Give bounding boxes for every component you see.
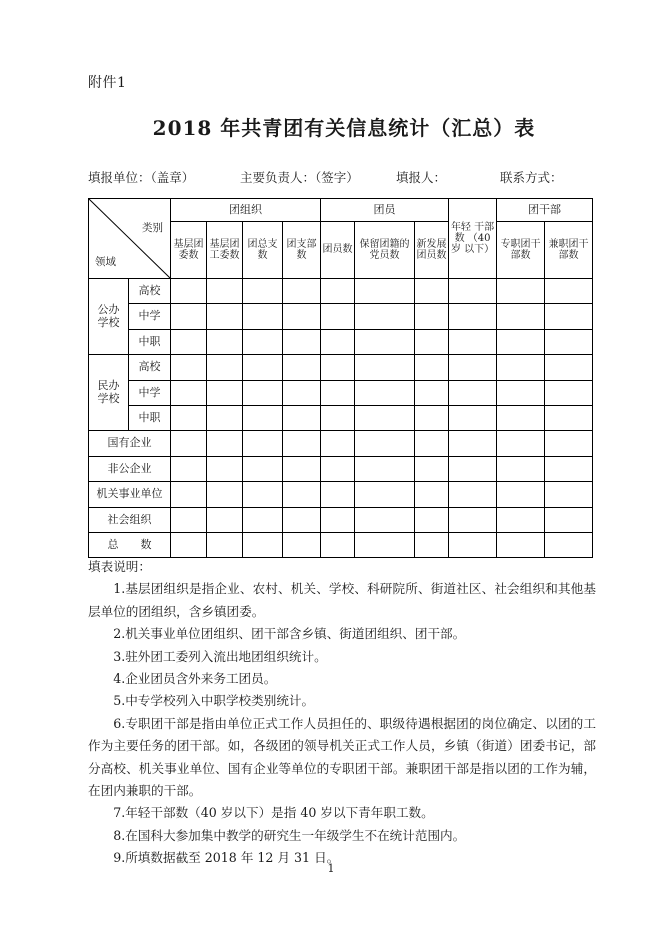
cell-blank[interactable] [415, 329, 449, 354]
group-header-organization: 团组织 [171, 199, 321, 222]
cell-blank[interactable] [497, 304, 545, 329]
note-item-9: 9.所填数据截至 2018 年 12 月 31 日。 [113, 850, 340, 866]
cell-blank[interactable] [545, 355, 593, 380]
cell-blank[interactable] [321, 304, 355, 329]
note-item-7: 7.年轻干部数（40 岁以下）是指 40 岁以下青年职工数。 [113, 805, 434, 821]
cell-blank[interactable] [243, 507, 283, 532]
attachment-label: 附件1 [88, 75, 127, 91]
cell-blank[interactable] [207, 279, 243, 304]
cell-blank[interactable] [243, 355, 283, 380]
cell-blank[interactable] [283, 380, 321, 405]
cell-blank[interactable] [415, 355, 449, 380]
meta-line [88, 168, 594, 186]
cell-blank[interactable] [207, 304, 243, 329]
table-row-total [89, 532, 593, 557]
cell-blank[interactable] [545, 507, 593, 532]
young-cadre-line-2: 干部数 [454, 221, 495, 244]
cell-blank[interactable] [545, 431, 593, 456]
cell-blank[interactable] [283, 279, 321, 304]
cell-blank[interactable] [545, 380, 593, 405]
table-row [89, 329, 593, 354]
cell-blank[interactable] [283, 405, 321, 430]
cell-blank[interactable] [545, 405, 593, 430]
cell-blank[interactable] [415, 279, 449, 304]
table-row [89, 380, 593, 405]
cell-blank[interactable] [449, 279, 497, 304]
cell-blank[interactable] [415, 304, 449, 329]
cell-blank[interactable] [497, 431, 545, 456]
cell-blank[interactable] [243, 329, 283, 354]
column-header-new-members: 新发展团员数 [415, 222, 449, 279]
note-item-4: 4.企业团员含外来务工团员。 [113, 671, 277, 687]
cell-blank[interactable] [171, 431, 207, 456]
table-header-row-groups [89, 199, 593, 222]
column-header-grassroots-committees: 基层团委数 [171, 222, 207, 279]
column-header-retained-party-members: 保留团籍的党员数 [355, 222, 415, 279]
cell-blank[interactable] [449, 304, 497, 329]
cell-blank[interactable] [497, 279, 545, 304]
column-header-young-cadres [449, 199, 497, 279]
column-header-branches: 团支部数 [283, 222, 321, 279]
note-item-8: 8.在国科大参加集中教学的研究生一年级学生不在统计范围内。 [113, 827, 466, 843]
cell-blank[interactable] [449, 355, 497, 380]
group-label-line-1: 公办 [97, 303, 120, 317]
row-label-public-university: 高校 [129, 279, 171, 304]
cell-blank[interactable] [415, 532, 449, 557]
table-row [89, 431, 593, 456]
cell-blank[interactable] [355, 304, 415, 329]
cell-blank[interactable] [497, 507, 545, 532]
cell-blank[interactable] [207, 431, 243, 456]
cell-blank[interactable] [545, 482, 593, 507]
cell-blank[interactable] [545, 304, 593, 329]
header-label-field: 领域 [95, 256, 116, 269]
group-label-line-2: 学校 [97, 315, 120, 329]
cell-blank[interactable] [243, 456, 283, 481]
cell-blank[interactable] [171, 329, 207, 354]
meta-reporter: 填报人： [396, 170, 447, 185]
cell-blank[interactable] [207, 355, 243, 380]
column-header-part-time-cadres: 兼职团干部数 [545, 222, 593, 279]
table-row [89, 355, 593, 380]
statistics-table [88, 198, 593, 558]
row-label-public-vocational: 中职 [129, 329, 171, 354]
header-label-category: 类别 [142, 222, 163, 234]
cell-blank[interactable] [171, 380, 207, 405]
cell-blank[interactable] [497, 482, 545, 507]
cell-blank[interactable] [171, 304, 207, 329]
cell-blank[interactable] [283, 507, 321, 532]
row-label-private-university: 高校 [129, 355, 171, 380]
cell-blank[interactable] [321, 380, 355, 405]
row-label-total: 总 数 [89, 532, 171, 557]
column-header-grassroots-work-committees: 基层团工委数 [207, 222, 243, 279]
row-group-public-schools [89, 279, 129, 355]
cell-blank[interactable] [415, 431, 449, 456]
cell-blank[interactable] [449, 456, 497, 481]
cell-blank[interactable] [243, 431, 283, 456]
cell-blank[interactable] [321, 355, 355, 380]
cell-blank[interactable] [449, 431, 497, 456]
row-label-public-middle-school: 中学 [129, 304, 171, 329]
young-cadre-line-1: 年轻 [450, 221, 471, 233]
cell-blank[interactable] [207, 482, 243, 507]
cell-blank[interactable] [355, 329, 415, 354]
cell-blank[interactable] [355, 380, 415, 405]
cell-blank[interactable] [171, 405, 207, 430]
cell-blank[interactable] [545, 532, 593, 557]
cell-blank[interactable] [545, 329, 593, 354]
young-cadre-line-3: （40 岁 [450, 232, 491, 256]
column-header-member-count: 团员数 [321, 222, 355, 279]
cell-blank[interactable] [415, 405, 449, 430]
cell-blank[interactable] [497, 329, 545, 354]
cell-blank[interactable] [415, 456, 449, 481]
row-label-private-vocational: 中职 [129, 405, 171, 430]
row-label-private-middle-school: 中学 [129, 380, 171, 405]
cell-blank[interactable] [207, 532, 243, 557]
cell-blank[interactable] [243, 532, 283, 557]
table-row [89, 279, 593, 304]
group-label-line-1: 民办 [97, 379, 120, 393]
cell-blank[interactable] [207, 329, 243, 354]
column-header-general-branches: 团总支数 [243, 222, 283, 279]
cell-blank[interactable] [171, 482, 207, 507]
cell-blank[interactable] [171, 532, 207, 557]
group-header-cadres: 团干部 [497, 199, 593, 222]
note-item-1: 1.基层团组织是指企业、农村、机关、学校、科研院所、街道社区、社会组织和其他基层单位的团组织，含乡镇团委。 [88, 581, 596, 619]
row-label-social-organizations: 社会组织 [89, 507, 171, 532]
cell-blank[interactable] [497, 380, 545, 405]
cell-blank[interactable] [415, 507, 449, 532]
cell-blank[interactable] [355, 431, 415, 456]
cell-blank[interactable] [207, 456, 243, 481]
cell-blank[interactable] [355, 482, 415, 507]
cell-blank[interactable] [171, 279, 207, 304]
cell-blank[interactable] [283, 431, 321, 456]
table-row [89, 482, 593, 507]
row-label-state-owned-enterprise: 国有企业 [89, 431, 171, 456]
cell-blank[interactable] [283, 456, 321, 481]
cell-blank[interactable] [207, 507, 243, 532]
cell-blank[interactable] [449, 532, 497, 557]
cell-blank[interactable] [355, 355, 415, 380]
table-row [89, 304, 593, 329]
row-group-private-schools [89, 355, 129, 431]
meta-leader: 主要负责人：（签字） [240, 170, 359, 185]
cell-blank[interactable] [243, 279, 283, 304]
group-label-line-2: 学校 [97, 391, 120, 405]
page-number: 1 [327, 862, 335, 875]
cell-blank[interactable] [449, 507, 497, 532]
cell-blank[interactable] [283, 304, 321, 329]
notes-section [88, 556, 596, 870]
column-header-full-time-cadres: 专职团干部数 [497, 222, 545, 279]
table-row [89, 456, 593, 481]
cell-blank[interactable] [449, 482, 497, 507]
cell-blank[interactable] [449, 380, 497, 405]
row-label-government-institutions: 机关事业单位 [89, 482, 171, 507]
young-cadre-line-4: 以下） [464, 244, 495, 256]
cell-blank[interactable] [355, 279, 415, 304]
cell-blank[interactable] [283, 482, 321, 507]
corner-header-cell [89, 199, 171, 279]
row-label-non-public-enterprise: 非公企业 [89, 456, 171, 481]
cell-blank[interactable] [355, 507, 415, 532]
cell-blank[interactable] [321, 532, 355, 557]
cell-blank[interactable] [355, 532, 415, 557]
cell-blank[interactable] [449, 405, 497, 430]
cell-blank[interactable] [355, 456, 415, 481]
cell-blank[interactable] [283, 532, 321, 557]
cell-blank[interactable] [321, 482, 355, 507]
cell-blank[interactable] [171, 507, 207, 532]
cell-blank[interactable] [243, 482, 283, 507]
cell-blank[interactable] [415, 380, 449, 405]
cell-blank[interactable] [243, 304, 283, 329]
cell-blank[interactable] [171, 456, 207, 481]
cell-blank[interactable] [283, 355, 321, 380]
cell-blank[interactable] [283, 329, 321, 354]
cell-blank[interactable] [497, 355, 545, 380]
meta-contact: 联系方式： [500, 170, 563, 185]
note-item-2: 2.机关事业单位团组织、团干部含乡镇、街道团组织、团干部。 [113, 626, 466, 642]
cell-blank[interactable] [243, 380, 283, 405]
cell-blank[interactable] [497, 456, 545, 481]
notes-heading: 填表说明： [88, 559, 151, 574]
group-header-members: 团员 [321, 199, 449, 222]
cell-blank[interactable] [321, 456, 355, 481]
cell-blank[interactable] [207, 405, 243, 430]
cell-blank[interactable] [321, 329, 355, 354]
cell-blank[interactable] [321, 279, 355, 304]
cell-blank[interactable] [207, 380, 243, 405]
meta-unit: 填报单位：（盖章） [88, 170, 195, 185]
cell-blank[interactable] [545, 279, 593, 304]
cell-blank[interactable] [497, 405, 545, 430]
cell-blank[interactable] [321, 431, 355, 456]
cell-blank[interactable] [497, 532, 545, 557]
cell-blank[interactable] [243, 405, 283, 430]
cell-blank[interactable] [355, 405, 415, 430]
cell-blank[interactable] [449, 329, 497, 354]
table-row [89, 507, 593, 532]
cell-blank[interactable] [545, 456, 593, 481]
cell-blank[interactable] [171, 355, 207, 380]
note-item-6: 6.专职团干部是指由单位正式工作人员担任的、职级待遇根据团的岗位确定、以团的工作为主要任务的团干部。如，各级团的领导机关正式工作人员，乡镇（街道）团委书记，部分高校、机关事业单位、国有企业等单位的专职团干部。兼职团干部是指以团的工作为辅，在团内兼职的干部。 [88, 715, 596, 799]
page-title: 2018 年共青团有关信息统计（汇总）表 [152, 116, 536, 140]
note-item-3: 3.驻外团工委列入流出地团组织统计。 [113, 648, 327, 664]
cell-blank[interactable] [321, 405, 355, 430]
note-item-5: 5.中专学校列入中职学校类别统计。 [113, 693, 315, 709]
cell-blank[interactable] [321, 507, 355, 532]
table-row [89, 405, 593, 430]
cell-blank[interactable] [415, 482, 449, 507]
